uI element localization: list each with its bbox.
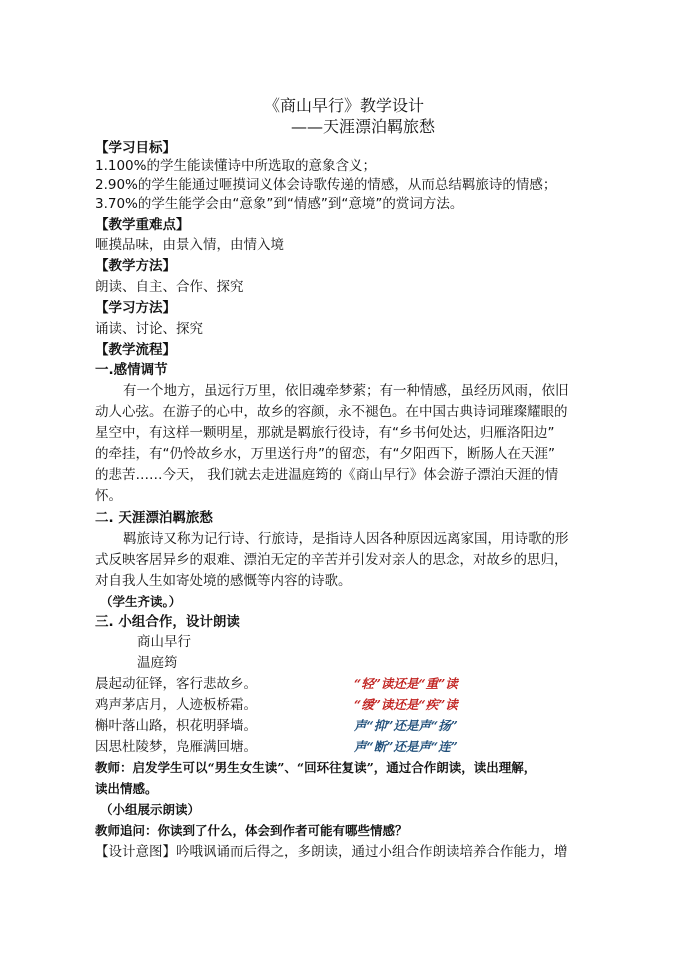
process-heading: 【教学流程】 [95, 342, 176, 358]
keypoints-heading: 【教学重难点】 [95, 217, 190, 233]
poem-title: 商山早行 [137, 634, 191, 650]
learning-method-text: 诵读、讨论、探究 [95, 321, 203, 337]
group-show-note: （小组展示朗读） [100, 802, 201, 817]
section2-note: （学生齐读。） [100, 594, 182, 609]
section1-heading: 一.感情调节 [95, 362, 168, 378]
section2-paragraph-line: 式反映客居异乡的艰难、漂泊无定的辛苦并引发对亲人的思念，对故乡的思归， [95, 552, 568, 568]
poem-line: 因思杜陵梦，凫雁满回塘。 [95, 739, 257, 755]
section1-paragraph-line: 怀。 [95, 488, 122, 504]
section2-paragraph-line: 羁旅诗又称为记行诗、行旅诗，是指诗人因各种原因远离家国，用诗歌的形 [123, 531, 569, 547]
learning-method-heading: 【学习方法】 [95, 300, 176, 316]
teacher-hint-line: 读出情感。 [95, 781, 158, 796]
section3-heading: 三. 小组合作，设计朗读 [95, 614, 240, 630]
section1-paragraph-line: 动人心弦。在游子的心中，故乡的容颜，永不褪色。在中国古典诗词璀璨耀眼的 [95, 404, 568, 420]
section1-paragraph-line: 星空中，有这样一颗明星，那就是羁旅行役诗，有“乡书何处达，归雁洛阳边” [95, 425, 555, 441]
poem-line: 槲叶落山路，枳花明驿墙。 [95, 718, 257, 734]
poem-line: 晨起动征铎，客行悲故乡。 [95, 676, 257, 692]
section2-heading: 二. 天涯漂泊羁旅愁 [95, 510, 213, 526]
section1-paragraph-line: 的牵挂，有“仍怜故乡水，万里送行舟”的留恋，有“夕阳西下，断肠人在天涯” [95, 446, 555, 462]
poem-line: 鸡声茅店月，人迹板桥霜。 [95, 697, 257, 713]
teaching-method-text: 朗读、自主、合作、探究 [95, 279, 244, 295]
page-title: 《商山早行》教学设计 [263, 96, 424, 115]
reading-note: 声“抑”还是声“扬” [354, 718, 458, 733]
teacher-hint-line: 教师：启发学生可以“男生女生读”、“回环往复读”，通过合作朗读，读出理解， [95, 760, 537, 775]
goal-item: 1.100%的学生能读懂诗中所选取的意象含义； [95, 158, 376, 174]
teacher-question: 教师追问：你读到了什么，体会到作者可能有哪些情感？ [95, 823, 408, 838]
goal-item: 2.90%的学生能通过咂摸词义体会诗歌传递的情感，从而总结羁旅诗的情感； [95, 177, 557, 193]
page-subtitle: ——天涯漂泊羁旅愁 [290, 117, 435, 136]
goal-item: 3.70%的学生能学会由“意象”到“情感”到“意境”的赏词方法。 [95, 196, 464, 212]
reading-note: 声“断”还是声“连” [354, 739, 458, 754]
design-intent: 【设计意图】吟哦讽诵而后得之，多朗读，通过小组合作朗读培养合作能力，增 [95, 844, 568, 860]
teaching-method-heading: 【教学方法】 [95, 258, 176, 274]
reading-note: “轻”读还是“重”读 [354, 676, 458, 691]
poem-author: 温庭筠 [137, 655, 178, 671]
section1-paragraph-line: 的悲苦……今天， 我们就去走进温庭筠的《商山早行》体会游子漂泊天涯的情 [95, 467, 559, 483]
reading-note: “缓”读还是“疾”读 [354, 697, 458, 712]
goals-heading: 【学习目标】 [95, 140, 176, 156]
section1-paragraph-line: 有一个地方，虽远行万里，依旧魂牵梦萦；有一种情感，虽经历风雨，依旧 [123, 383, 569, 399]
section2-paragraph-line: 对自我人生如寄处境的感慨等内容的诗歌。 [95, 573, 352, 589]
keypoints-text: 咂摸品味，由景入情，由情入境 [95, 237, 284, 253]
